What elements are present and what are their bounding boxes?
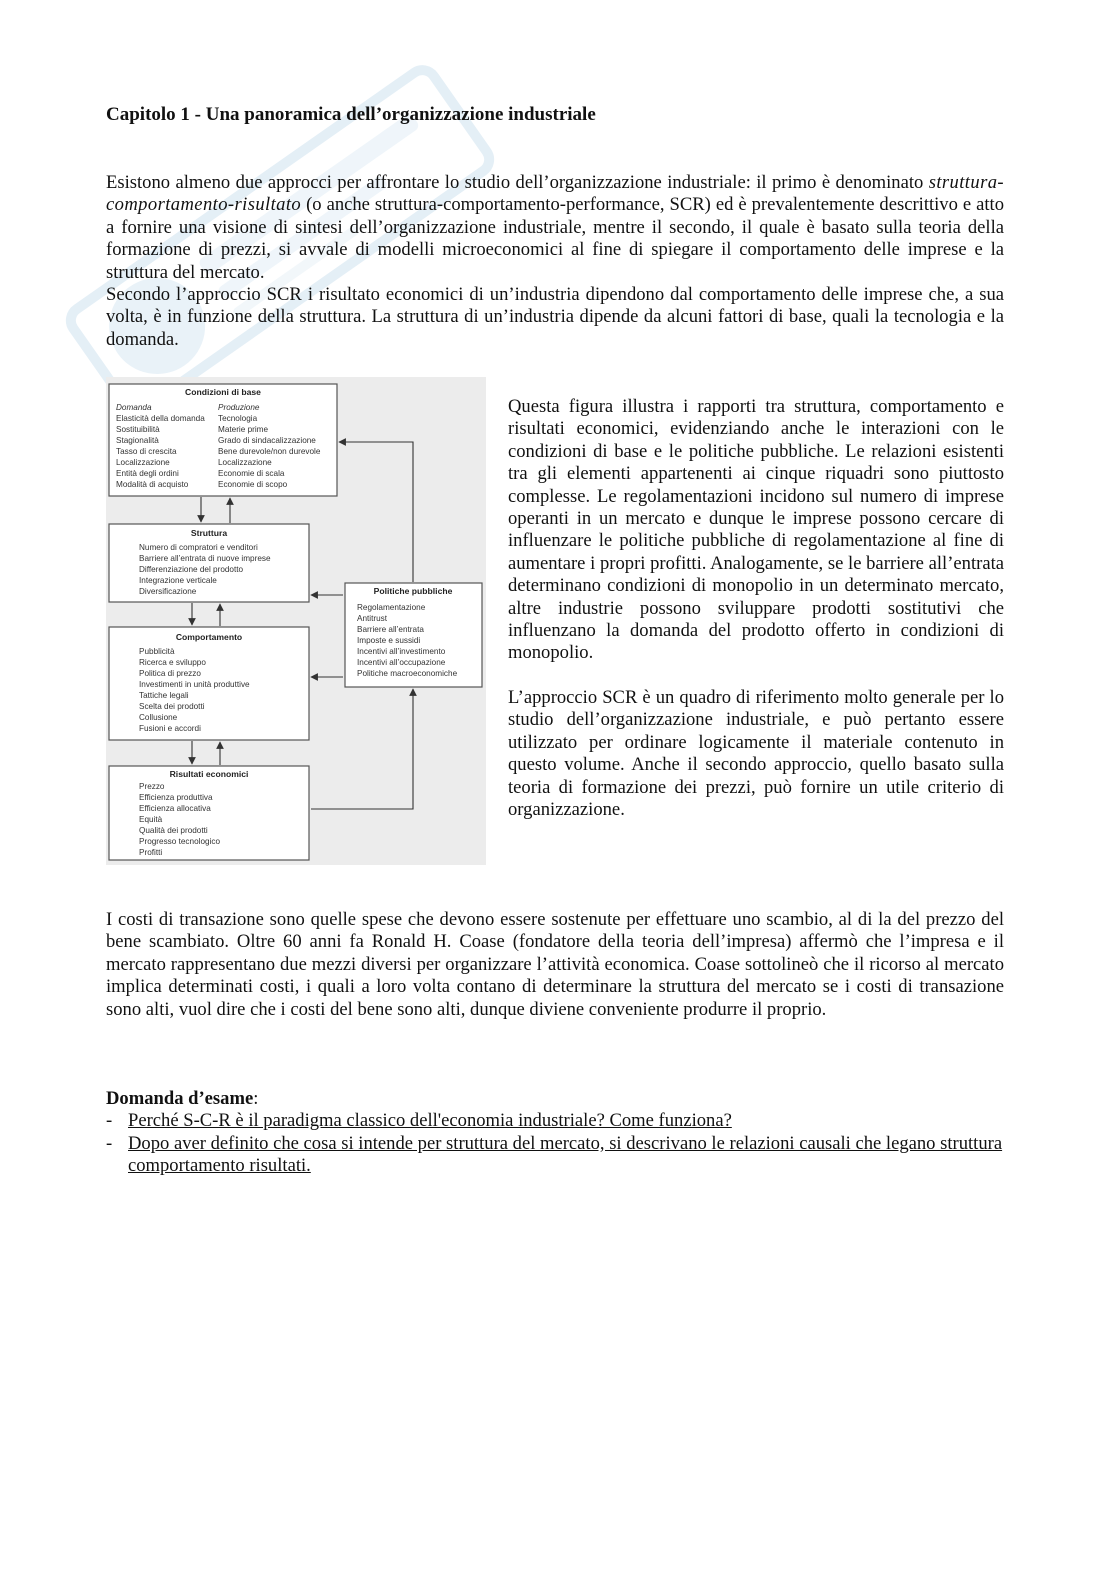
box-struttura-title: Struttura xyxy=(190,528,228,538)
box-condizioni-title: Condizioni di base xyxy=(185,387,261,397)
svg-text:Elasticità della domanda: Elasticità della domanda xyxy=(116,414,205,423)
exam-question-list xyxy=(106,1110,1004,1177)
svg-text:Tecnologia: Tecnologia xyxy=(218,414,258,423)
svg-text:Collusione: Collusione xyxy=(139,713,178,722)
transaction-costs-paragraph: I costi di transazione sono quelle spese che devono essere sostenute per effettuare uno scambio, al di la del prezzo del bene scambiato. Oltre 60 anni fa Ronald H. Coase (fondatore della teoria dell’impresa) affermò che l’impresa e il mercato rappresentano due mezzi diversi per organizzare l’attività economica. Coase sottolineò che il ricorso al mercato implica determinati costi, i quali a loro volta contano di determinare la struttura del mercato se i costi di transazione sono alti, vuol dire che i costi del bene sono alti, dunque diviene conveniente produrre il proprio. xyxy=(106,909,1004,1020)
chapter-title: Capitolo 1 - Una panoramica dell’organizzazione industriale xyxy=(106,104,596,125)
loop-condizioni xyxy=(339,442,413,582)
svg-text:Materie prime: Materie prime xyxy=(218,425,269,434)
exam-question xyxy=(106,1110,1004,1132)
figure-description-para-1: Questa figura illustra i rapporti tra struttura, comportamento e risultati economici, evidenziando anche le interazioni con le condizioni di base e le politiche pubbliche. Le relazioni esistenti tra gli elementi appartenenti ai cinque riquadri sono piuttosto complesse. Le regolamentazioni incidono sul numero di imprese operanti in un mercato e dunque le imprese possono cercare di influenzare le politiche pubbliche di regolamentazione al fine di aumentare i propri profitti. Analogamente, se le barriere all’entrata determinano condizioni di monopolio in un determinato mercato, altre industrie possono sviluppare prodotti sostitutivi che influenzano la domanda del prodotto offerto in condizioni di monopolio. xyxy=(508,396,1004,664)
list-dash: - xyxy=(106,1132,113,1154)
svg-text:Barriere all’entrata: Barriere all’entrata xyxy=(357,625,424,634)
svg-text:Efficienza allocativa: Efficienza allocativa xyxy=(139,804,211,813)
svg-text:Numero di compratori e vendito: Numero di compratori e venditori xyxy=(139,543,258,552)
loop-risultati xyxy=(311,689,413,809)
svg-text:Localizzazione: Localizzazione xyxy=(116,458,170,467)
scr-diagram xyxy=(106,377,486,865)
figure-description xyxy=(508,396,1004,821)
svg-text:Qualità dei prodotti: Qualità dei prodotti xyxy=(139,826,208,835)
exam-question xyxy=(106,1133,1004,1178)
emphasized-term: struttura-comportamento-risultato xyxy=(106,172,1004,216)
svg-text:Profitti: Profitti xyxy=(139,848,163,857)
svg-text:Regolamentazione: Regolamentazione xyxy=(357,603,426,612)
svg-text:Efficienza produttiva: Efficienza produttiva xyxy=(139,793,213,802)
svg-text:Differenziazione del prodotto: Differenziazione del prodotto xyxy=(139,565,244,574)
svg-text:Prezzo: Prezzo xyxy=(139,782,165,791)
box-risultati-title: Risultati economici xyxy=(169,769,249,779)
svg-text:Grado di sindacalizzazione: Grado di sindacalizzazione xyxy=(218,436,316,445)
exam-section xyxy=(106,1088,1004,1178)
svg-text:Incentivi all’investimento: Incentivi all’investimento xyxy=(357,647,446,656)
box-comportamento-title: Comportamento xyxy=(175,632,243,642)
exam-question-link-2[interactable]: Dopo aver definito che cosa si intende per struttura del mercato, si descrivano le relazioni causali che legano struttura comportamento risultati. xyxy=(128,1132,1003,1177)
svg-text:Diversificazione: Diversificazione xyxy=(139,587,197,596)
svg-text:Imposte e sussidi: Imposte e sussidi xyxy=(357,636,421,645)
condizioni-produzione-head: Produzione xyxy=(218,403,260,412)
svg-text:Ricerca e sviluppo: Ricerca e sviluppo xyxy=(139,658,206,667)
list-dash: - xyxy=(106,1110,113,1132)
intro-paragraph: Esistono almeno due approcci per affrontare lo studio dell’organizzazione industriale: il primo è denominato struttura-comportamento-risultato (o anche struttura-comportamento-performance, SCR) ed è prevalentemente descrittivo e atto a fornire una visione di sintesi dell’organizzazione industriale, mentre il secondo, il quale è basato sulla teoria della formazione di prezzi, si avvale di modelli microeconomici al fine di spiegare il comportamento delle imprese e la struttura del mercato. Secondo l’approccio SCR i risultato economici di un’industria dipendono dal comportamento delle imprese che, a sua volta, è in funzione della struttura. La struttura di un’industria dipende da alcuni fattori di base, quali la tecnologia e la domanda. xyxy=(106,172,1004,350)
svg-text:Incentivi all’occupazione: Incentivi all’occupazione xyxy=(357,658,446,667)
svg-text:Modalità di acquisto: Modalità di acquisto xyxy=(116,480,189,489)
svg-text:Economie di scala: Economie di scala xyxy=(218,469,285,478)
svg-text:Tasso di crescita: Tasso di crescita xyxy=(116,447,177,456)
condizioni-domanda-head: Domanda xyxy=(116,403,152,412)
svg-text:Bene durevole/non durevole: Bene durevole/non durevole xyxy=(218,447,321,456)
svg-text:Scelta dei prodotti: Scelta dei prodotti xyxy=(139,702,205,711)
exam-heading: Domanda d’esame: xyxy=(106,1088,259,1109)
svg-text:Equità: Equità xyxy=(139,815,163,824)
svg-text:Antitrust: Antitrust xyxy=(357,614,388,623)
svg-text:Tattiche legali: Tattiche legali xyxy=(139,691,189,700)
svg-text:Politiche macroeconomiche: Politiche macroeconomiche xyxy=(357,669,458,678)
figure-description-para-2: L’approccio SCR è un quadro di riferimento molto generale per lo studio dell’organizzazione industriale, e può pertanto essere utilizzato per ordinare logicamente il materiale contenuto in questo volume. Anche il secondo approccio, quello basato sulla teoria di formazione dei prezzi, può fornire un utile criterio di organizzazione. xyxy=(508,686,1004,820)
svg-text:Investimenti in unità produtti: Investimenti in unità produttive xyxy=(139,680,250,689)
svg-text:Politica di prezzo: Politica di prezzo xyxy=(139,669,201,678)
svg-text:Progresso tecnologico: Progresso tecnologico xyxy=(139,837,221,846)
svg-text:Stagionalità: Stagionalità xyxy=(116,436,159,445)
svg-text:Integrazione verticale: Integrazione verticale xyxy=(139,576,217,585)
box-politiche-title: Politiche pubbliche xyxy=(373,586,453,596)
svg-text:Fusioni e accordi: Fusioni e accordi xyxy=(139,724,201,733)
exam-question-link-1[interactable]: Perché S-C-R è il paradigma classico dell'economia industriale? Come funziona? xyxy=(128,1110,732,1132)
svg-text:Barriere all’entrata di nuove: Barriere all’entrata di nuove imprese xyxy=(139,554,271,563)
intro-paragraph-second: Secondo l’approccio SCR i risultato economici di un’industria dipendono dal comportamento delle imprese che, a sua volta, è in funzione della struttura. La struttura di un’industria dipende da alcuni fattori di base, quali la tecnologia e la domanda. xyxy=(106,284,1004,350)
svg-text:Pubblicità: Pubblicità xyxy=(139,647,175,656)
svg-text:Sostituibilità: Sostituibilità xyxy=(116,425,160,434)
svg-text:Localizzazione: Localizzazione xyxy=(218,458,272,467)
scr-diagram-svg xyxy=(106,377,486,865)
svg-text:Economie di scopo: Economie di scopo xyxy=(218,480,288,489)
svg-text:Entità degli ordini: Entità degli ordini xyxy=(116,469,179,478)
